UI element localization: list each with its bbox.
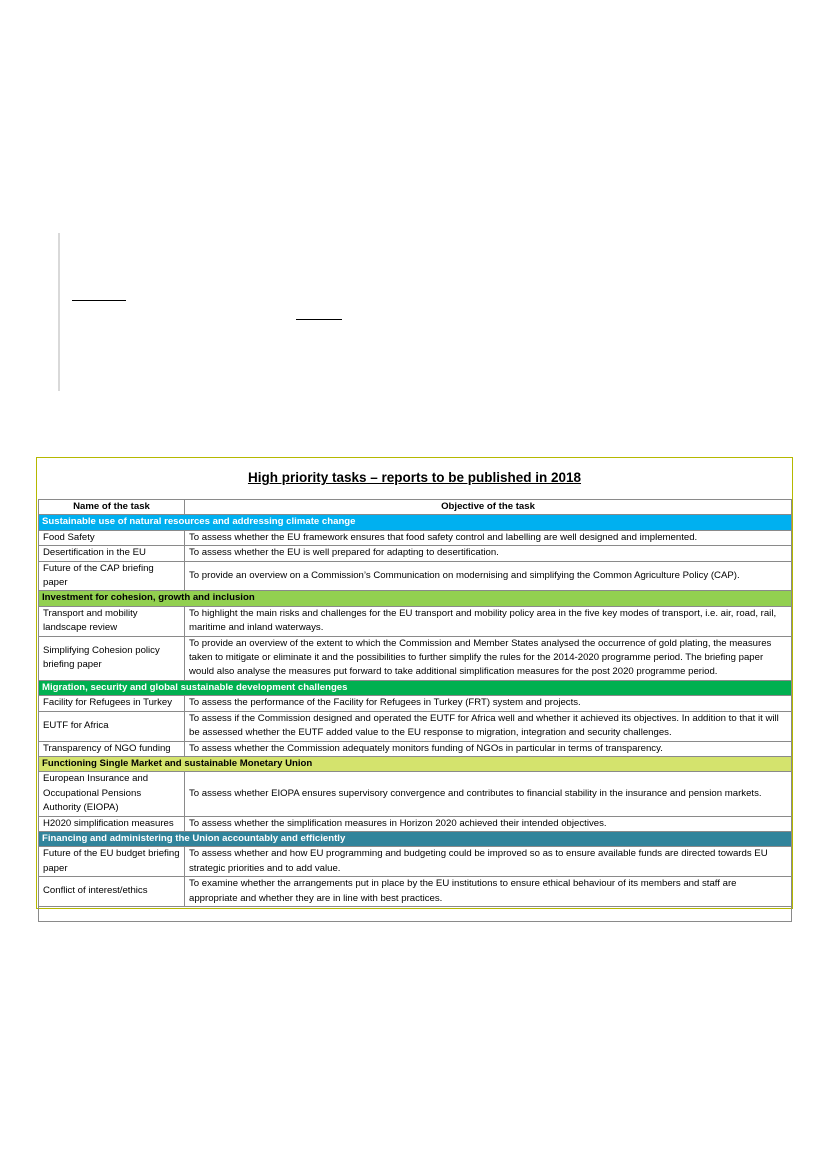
section-row [39,591,792,606]
header-objective: Objective of the task [185,500,792,515]
task-name: EUTF for Africa [39,711,185,741]
task-objective: To assess whether the EU is well prepared for adapting to desertification. [185,546,792,561]
task-name: Transport and mobility landscape review [39,606,185,636]
task-objective: To assess whether and how EU programming and budgeting could be improved so as to ensure available funds are directed towards EU strategic priorities and to add value. [185,847,792,877]
task-objective: To provide an overview on a Commission’s Communication on modernising and simplifying the Common Agriculture Policy (CAP). [185,561,792,591]
table-row [39,530,792,545]
section-title: Sustainable use of natural resources and addressing climate change [39,515,792,530]
table-row [39,772,792,816]
priority-tasks-box [36,457,793,909]
task-objective: To highlight the main risks and challenges for the EU transport and mobility policy area in the five key modes of transport, i.e. air, road, rail, maritime and inland waterways. [185,606,792,636]
task-name: Conflict of interest/ethics [39,877,185,907]
task-objective: To assess if the Commission designed and operated the EUTF for Africa well and whether it achieved its objectives. In addition to that it will be assessed whether the EUTF added value to the EU response to migration, integration and security challenges. [185,711,792,741]
task-objective: To assess whether the Commission adequately monitors funding of NGOs in particular in terms of transparency. [185,741,792,756]
table-row [39,561,792,591]
header-row [39,500,792,515]
footnote-rule [296,319,342,320]
task-name: Food Safety [39,530,185,545]
table-row [39,636,792,680]
table-row [39,741,792,756]
header-name: Name of the task [39,500,185,515]
task-name: Facility for Refugees in Turkey [39,696,185,711]
section-row [39,831,792,846]
task-objective: To assess whether the EU framework ensures that food safety control and labelling are well designed and implemented. [185,530,792,545]
task-name: Future of the EU budget briefing paper [39,847,185,877]
task-name: H2020 simplification measures [39,816,185,831]
task-objective: To examine whether the arrangements put in place by the EU institutions to ensure ethical behaviour of its members and staff are appropriate and whether they are in line with best practices. [185,877,792,907]
section-row [39,680,792,695]
section-title: Migration, security and global sustainable development challenges [39,680,792,695]
task-objective: To assess whether EIOPA ensures supervisory convergence and contributes to financial stability in the insurance and pension markets. [185,772,792,816]
empty-row [39,906,792,921]
table-row [39,696,792,711]
table-row [39,606,792,636]
table-row [39,847,792,877]
task-name: European Insurance and Occupational Pensions Authority (EIOPA) [39,772,185,816]
section-title: Investment for cohesion, growth and inclusion [39,591,792,606]
table-body [39,515,792,922]
task-name: Transparency of NGO funding [39,741,185,756]
task-objective: To assess the performance of the Facility for Refugees in Turkey (FRT) system and projects. [185,696,792,711]
table-title: High priority tasks – reports to be published in 2018 [247,470,582,485]
task-name: Simplifying Cohesion policy briefing paper [39,636,185,680]
empty-cell [39,906,792,921]
section-row [39,756,792,771]
footnote-rule [72,300,126,301]
table-row [39,546,792,561]
section-title: Functioning Single Market and sustainable Monetary Union [39,756,792,771]
section-row [39,515,792,530]
table-row [39,816,792,831]
table-row [39,711,792,741]
task-objective: To assess whether the simplification measures in Horizon 2020 achieved their intended objectives. [185,816,792,831]
table-row [39,877,792,907]
task-name: Desertification in the EU [39,546,185,561]
task-name: Future of the CAP briefing paper [39,561,185,591]
priority-tasks-table [38,499,792,922]
section-title: Financing and administering the Union accountably and efficiently [39,831,792,846]
margin-change-bar [58,233,60,391]
task-objective: To provide an overview of the extent to which the Commission and Member States analysed the occurrence of gold plating, the measures taken to mitigate or eliminate it and the possibilities to further simplify the rules for the 2014-2020 programme period. The briefing paper would also analyse the measures put forward to take additional simplification measures for the post 2020 programme period. [185,636,792,680]
